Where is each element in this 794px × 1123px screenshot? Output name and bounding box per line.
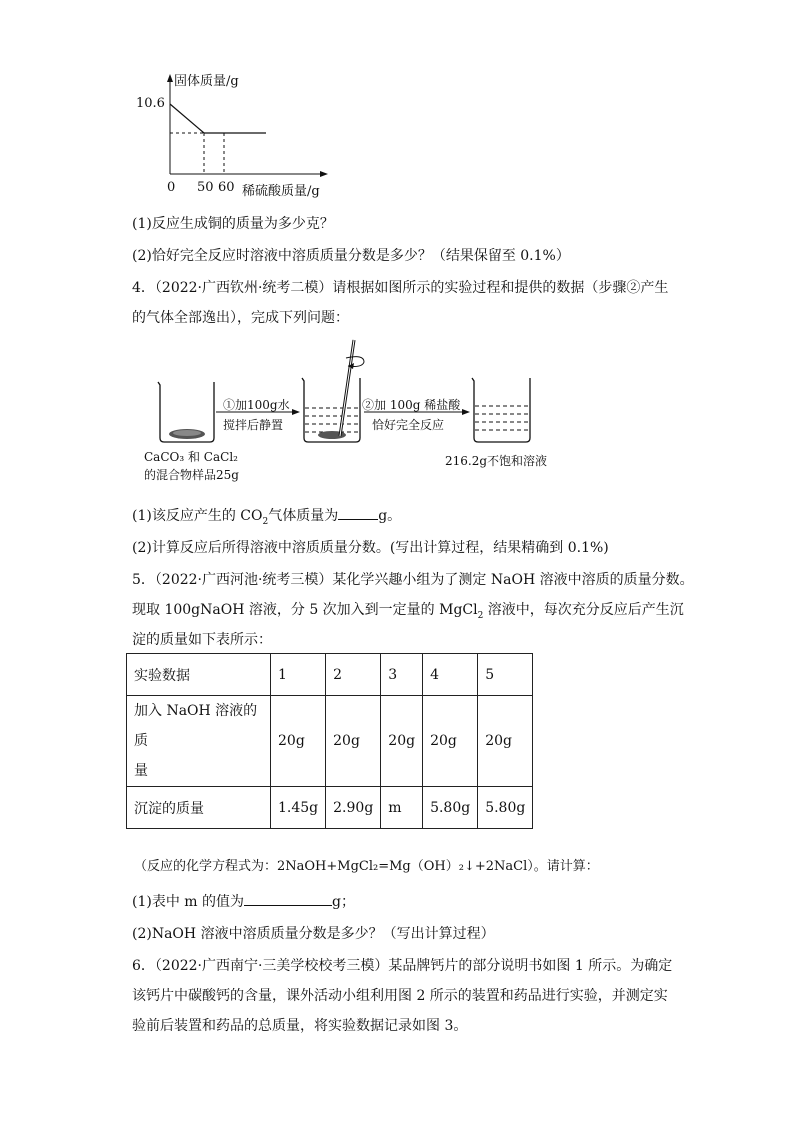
q5-sub2: (2)NaOH 溶液中溶质质量分数是多少？（写出计算过程） (132, 926, 495, 942)
result-label: 216.2g不饱和溶液 (445, 454, 548, 468)
table-header-row (127, 654, 533, 696)
table-cell: 20g (478, 696, 533, 787)
table-header-cell: 实验数据 (127, 654, 271, 696)
table-cell: 1.45g (271, 787, 326, 829)
table-cell: 2.90g (326, 787, 381, 829)
graph-decline-line (170, 104, 204, 133)
q6-line1: 6．（2022·广西南宁·三美学校校考三模）某品牌钙片的部分说明书如图 1 所示。为确定 (132, 958, 673, 974)
q5-stem-line2: 现取 100gNaOH 溶液，分 5 次加入到一定量的 MgCl$_2$ 溶液中，每次充分反应后产生沉 (132, 602, 684, 621)
graph-x-tick-50: 50 (197, 180, 214, 195)
q5-equation: （反应的化学方程式为：2NaOH+MgCl₂=Mg（OH）₂↓+2NaCl）。请计算： (134, 859, 599, 874)
table-cell: m (381, 787, 423, 829)
table-header-cell: 4 (423, 654, 478, 696)
graph-y-label: 固体质量/g (174, 74, 239, 89)
q6-line2: 该钙片中碳酸钙的含量，课外活动小组利用图 2 所示的装置和药品进行实验，并测定实 (132, 988, 668, 1004)
sample-label-line2: 的混合物样品25g (144, 468, 239, 482)
q5-answer-blank[interactable] (244, 893, 332, 906)
table-cell: 20g (381, 696, 423, 787)
mass-graph (130, 70, 340, 200)
q5-sub1: (1)表中 m 的值为 g； (132, 894, 355, 910)
table-row (127, 787, 533, 829)
beaker-3 (472, 378, 530, 442)
experiment-apparatus (140, 330, 580, 445)
step2-label-bottom: 恰好完全反应 (372, 418, 445, 432)
table-cell: 20g (271, 696, 326, 787)
table-row (127, 696, 533, 787)
graph-x-label: 稀硫酸质量/g (242, 184, 320, 199)
sample-label-line1: CaCO₃ 和 CaCl₂ (144, 450, 238, 464)
step2-label-top: ②加 100g 稀盐酸 (362, 398, 461, 412)
table-cell: 5.80g (423, 787, 478, 829)
experiment-diagram (140, 330, 580, 480)
graph-x-tick-60: 60 (218, 180, 235, 195)
q5-stem-line1: 5．（2022·广西河池·统考三模）某化学兴趣小组为了测定 NaOH 溶液中溶质的质量分数。 (132, 572, 694, 588)
step1-label-top: ①加100g水 (223, 398, 290, 412)
table-cell: 20g (326, 696, 381, 787)
graph-y-tick: 10.6 (136, 96, 165, 111)
table-row-label: 沉淀的质量 (127, 787, 271, 829)
q3-sub1: (1)反应生成铜的质量为多少克？ (132, 216, 334, 232)
step1-label-bottom: 搅拌后静置 (223, 418, 284, 432)
q6-line3: 验前后装置和药品的总质量，将实验数据记录如图 3。 (132, 1018, 468, 1034)
table-row-label: 加入 NaOH 溶液的质 量 (127, 696, 271, 787)
precipitate-table (126, 653, 533, 829)
q5-stem-line3: 淀的质量如下表所示： (132, 632, 272, 648)
beaker-1 (158, 382, 214, 442)
beaker-2 (302, 340, 364, 442)
q4-stem-line1: 4．（2022·广西钦州·统考二模）请根据如图所示的实验过程和提供的数据（步骤②产生 (132, 280, 669, 296)
table-header-cell: 2 (326, 654, 381, 696)
table-header-cell: 5 (478, 654, 533, 696)
q4-sub2: (2)计算反应后所得溶液中溶质质量分数。(写出计算过程，结果精确到 0.1%) (132, 540, 609, 556)
q4-answer-blank[interactable] (338, 507, 378, 520)
table-header-cell: 3 (381, 654, 423, 696)
table-cell: 20g (423, 696, 478, 787)
q4-stem-line2: 的气体全部逸出），完成下列问题： (132, 310, 349, 326)
table-header-cell: 1 (271, 654, 326, 696)
graph-x-tick-0: 0 (167, 180, 176, 195)
table-cell: 5.80g (478, 787, 533, 829)
q4-sub1: (1)该反应产生的 $CO_2$气体质量为 g。 (132, 508, 402, 527)
q3-sub2: (2)恰好完全反应时溶液中溶质质量分数是多少？（结果保留至 0.1%） (132, 248, 570, 264)
